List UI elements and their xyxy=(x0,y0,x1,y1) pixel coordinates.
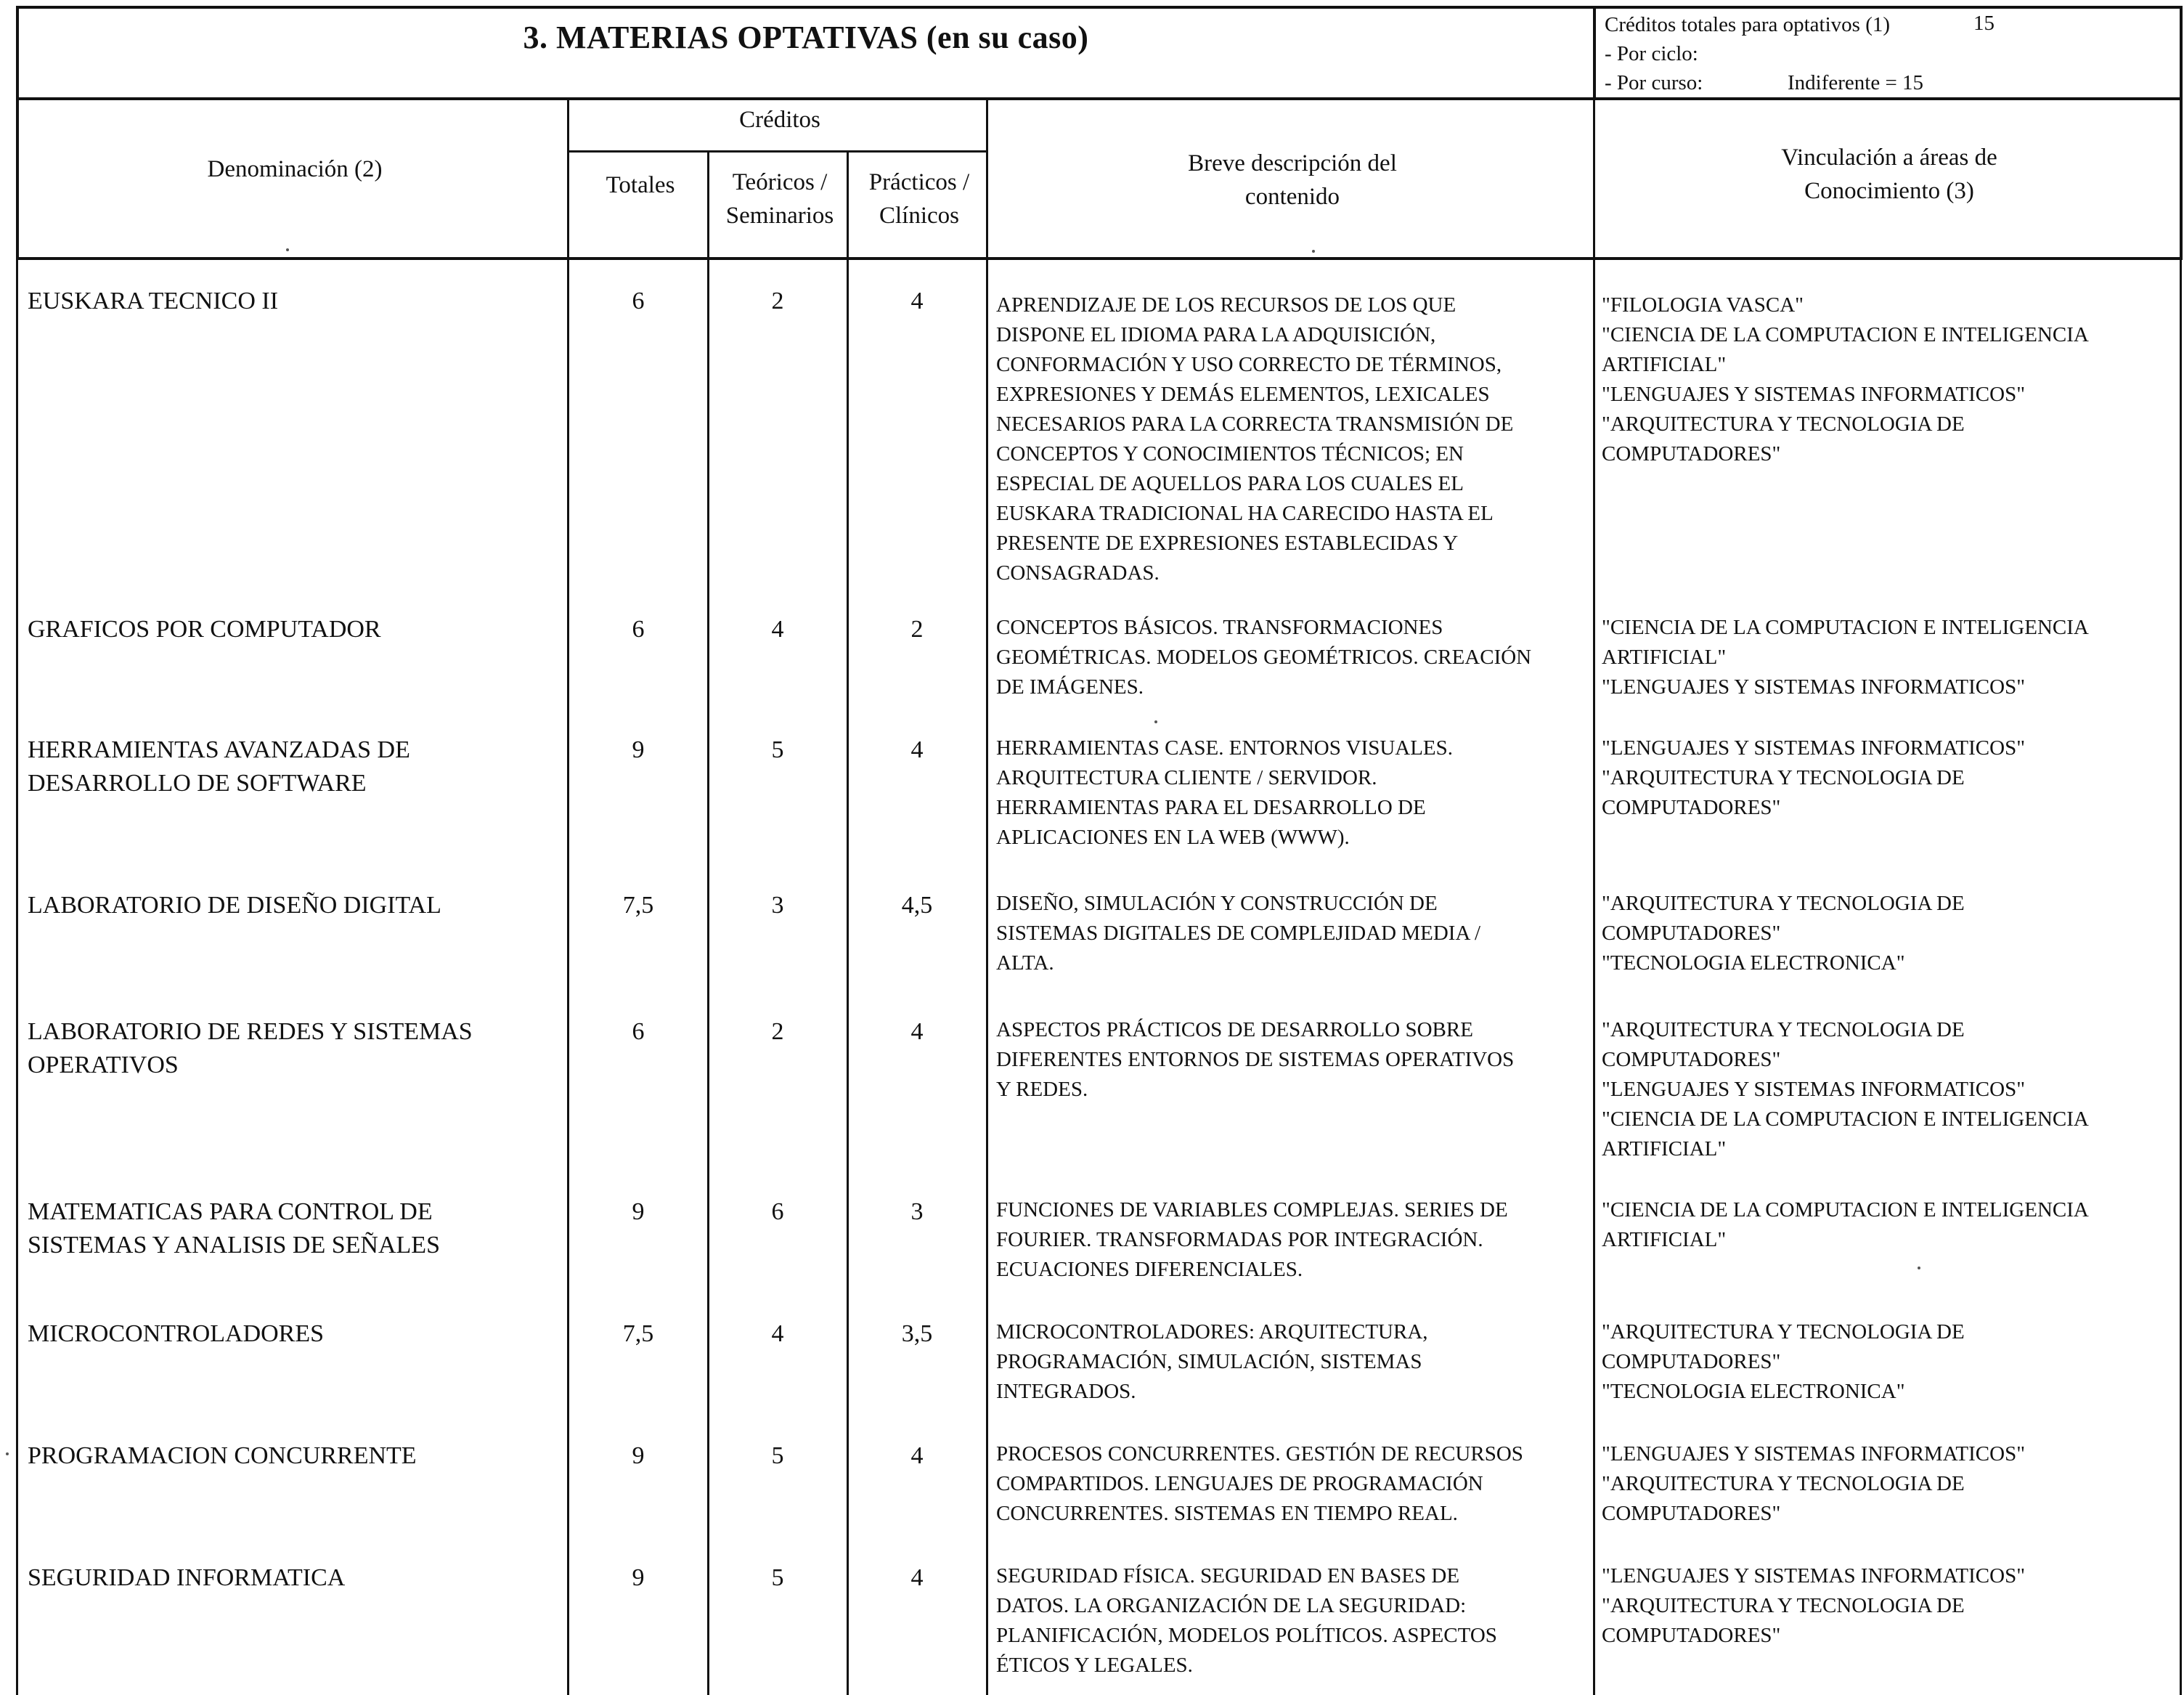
row-practicos: 4 xyxy=(910,1018,924,1045)
desc-line: ESPECIAL DE AQUELLOS PARA LOS CUALES EL xyxy=(996,472,1464,495)
area-line: COMPUTADORES" xyxy=(1602,1350,1781,1373)
por-curso-label: - Por curso: xyxy=(1605,71,1703,94)
desc-line: PRESENTE DE EXPRESIONES ESTABLECIDAS Y xyxy=(996,532,1459,555)
desc-line: MICROCONTROLADORES: ARQUITECTURA, xyxy=(996,1320,1428,1344)
col-descripcion-line1: Breve descripción del xyxy=(1188,150,1397,176)
title-box xyxy=(16,6,1593,100)
area-line: "TECNOLOGIA ELECTRONICA" xyxy=(1602,1380,1905,1403)
rule-v-tot xyxy=(707,150,709,259)
row-teoricos: 3 xyxy=(771,892,784,919)
col-vinculacion xyxy=(1596,141,2183,208)
col-vinculacion-line1: Vinculación a áreas de xyxy=(1781,145,1997,171)
area-line: "LENGUAJES Y SISTEMAS INFORMATICOS" xyxy=(1602,1564,2026,1588)
desc-line: DISEÑO, SIMULACIÓN Y CONSTRUCCIÓN DE xyxy=(996,892,1438,915)
col-totales: Totales xyxy=(606,172,675,198)
area-line: "ARQUITECTURA Y TECNOLOGIA DE xyxy=(1602,766,1965,789)
desc-line: APRENDIZAJE DE LOS RECURSOS DE LOS QUE xyxy=(996,293,1456,317)
desc-line: HERRAMIENTAS PARA EL DESARROLLO DE xyxy=(996,796,1426,819)
row-practicos: 3 xyxy=(910,1198,924,1225)
col-descripcion xyxy=(989,147,1596,214)
desc-line: SISTEMAS DIGITALES DE COMPLEJIDAD MEDIA / xyxy=(996,922,1481,945)
col-denominacion: Denominación (2) xyxy=(207,156,383,182)
desc-line: EUSKARA TRADICIONAL HA CARECIDO HASTA EL xyxy=(996,502,1494,525)
rule-h-creditos xyxy=(567,150,988,153)
area-line: "LENGUAJES Y SISTEMAS INFORMATICOS" xyxy=(1602,1442,2026,1466)
desc-line: GEOMÉTRICAS. MODELOS GEOMÉTRICOS. CREACIÓN xyxy=(996,646,1532,669)
col-teoricos xyxy=(710,166,849,232)
desc-line: INTEGRADOS. xyxy=(996,1380,1136,1403)
table-body xyxy=(0,260,2184,1695)
desc-line: FOURIER. TRANSFORMADAS POR INTEGRACIÓN. xyxy=(996,1228,1483,1251)
desc-line: SEGURIDAD FÍSICA. SEGURIDAD EN BASES DE xyxy=(996,1564,1460,1588)
desc-line: CONFORMACIÓN Y USO CORRECTO DE TÉRMINOS, xyxy=(996,353,1502,376)
rule-v-teo xyxy=(847,150,849,259)
desc-line: DISPONE EL IDIOMA PARA LA ADQUISICIÓN, xyxy=(996,323,1436,346)
rule-v-name xyxy=(567,100,569,259)
area-line: "FILOLOGIA VASCA" xyxy=(1602,293,1804,317)
row-areas xyxy=(1602,290,2175,469)
row-totales: 7,5 xyxy=(622,892,654,919)
scan-speck xyxy=(1312,250,1315,253)
row-description xyxy=(996,290,1583,588)
row-teoricos: 2 xyxy=(771,1018,784,1045)
row-areas xyxy=(1602,1195,2175,1255)
area-line: "CIENCIA DE LA COMPUTACION E INTELIGENCIA xyxy=(1602,323,2089,346)
area-line: ARTIFICIAL" xyxy=(1602,353,1727,376)
row-description xyxy=(996,1195,1583,1285)
desc-line: ÉTICOS Y LEGALES. xyxy=(996,1654,1193,1677)
row-teoricos: 4 xyxy=(771,616,784,643)
area-line: "LENGUAJES Y SISTEMAS INFORMATICOS" xyxy=(1602,675,2026,699)
area-line: ARTIFICIAL" xyxy=(1602,1137,1727,1161)
desc-line: ECUACIONES DIFERENCIALES. xyxy=(996,1258,1303,1281)
desc-line: CONCEPTOS Y CONOCIMIENTOS TÉCNICOS; EN xyxy=(996,442,1464,466)
desc-line: ALTA. xyxy=(996,951,1054,975)
row-areas xyxy=(1602,1561,2175,1651)
scan-speck xyxy=(286,248,289,251)
desc-line: DE IMÁGENES. xyxy=(996,675,1144,699)
row-name-line: PROGRAMACION CONCURRENTE xyxy=(28,1442,417,1469)
desc-line: PROGRAMACIÓN, SIMULACIÓN, SISTEMAS xyxy=(996,1350,1422,1373)
row-areas xyxy=(1602,1439,2175,1529)
col-vinculacion-line2: Conocimiento (3) xyxy=(1804,178,1974,204)
desc-line: APLICACIONES EN LA WEB (WWW). xyxy=(996,826,1350,849)
desc-line: DIFERENTES ENTORNOS DE SISTEMAS OPERATIVOS xyxy=(996,1048,1515,1071)
area-line: COMPUTADORES" xyxy=(1602,1048,1781,1071)
row-totales: 7,5 xyxy=(622,1320,654,1347)
area-line: COMPUTADORES" xyxy=(1602,1502,1781,1525)
desc-line: EXPRESIONES Y DEMÁS ELEMENTOS, LEXICALES xyxy=(996,383,1490,406)
row-description xyxy=(996,613,1583,702)
col-teoricos-line1: Teóricos / xyxy=(732,169,828,195)
area-line: "ARQUITECTURA Y TECNOLOGIA DE xyxy=(1602,1320,1965,1344)
row-name-line: MATEMATICAS PARA CONTROL DE xyxy=(28,1198,433,1225)
desc-line: COMPARTIDOS. LENGUAJES DE PROGRAMACIÓN xyxy=(996,1472,1483,1495)
row-totales: 6 xyxy=(632,616,645,643)
area-line: "TECNOLOGIA ELECTRONICA" xyxy=(1602,951,1905,975)
desc-line: PROCESOS CONCURRENTES. GESTIÓN DE RECURSOS xyxy=(996,1442,1523,1466)
area-line: ARTIFICIAL" xyxy=(1602,1228,1727,1251)
area-line: "ARQUITECTURA Y TECNOLOGIA DE xyxy=(1602,1472,1965,1495)
row-teoricos: 5 xyxy=(771,1564,784,1591)
row-name-line: OPERATIVOS xyxy=(28,1052,179,1078)
row-teoricos: 5 xyxy=(771,736,784,763)
row-areas xyxy=(1602,1015,2175,1164)
row-name xyxy=(28,1561,550,1595)
area-line: "LENGUAJES Y SISTEMAS INFORMATICOS" xyxy=(1602,383,2026,406)
row-name xyxy=(28,1195,550,1262)
area-line: "LENGUAJES Y SISTEMAS INFORMATICOS" xyxy=(1602,736,2026,760)
desc-line: CONCEPTOS BÁSICOS. TRANSFORMACIONES xyxy=(996,616,1443,639)
row-teoricos: 5 xyxy=(771,1442,784,1469)
row-areas xyxy=(1602,889,2175,978)
row-name xyxy=(28,1015,550,1082)
desc-line: CONSAGRADAS. xyxy=(996,561,1160,585)
credits-total-value: 15 xyxy=(1973,12,1994,35)
row-totales: 6 xyxy=(632,1018,645,1045)
desc-line: NECESARIOS PARA LA CORRECTA TRANSMISIÓN DE xyxy=(996,412,1514,436)
row-name xyxy=(28,613,550,646)
desc-line: DATOS. LA ORGANIZACIÓN DE LA SEGURIDAD: xyxy=(996,1594,1467,1617)
row-teoricos: 2 xyxy=(771,288,784,314)
row-name-line: LABORATORIO DE REDES Y SISTEMAS xyxy=(28,1018,473,1045)
row-description xyxy=(996,1317,1583,1407)
row-totales: 9 xyxy=(632,736,645,763)
row-name xyxy=(28,1317,550,1351)
row-name-line: EUSKARA TECNICO II xyxy=(28,288,279,314)
row-name-line: GRAFICOS POR COMPUTADOR xyxy=(28,616,381,643)
column-header xyxy=(16,100,2183,260)
row-totales: 9 xyxy=(632,1198,645,1225)
col-descripcion-line2: contenido xyxy=(1244,184,1340,210)
area-line: "ARQUITECTURA Y TECNOLOGIA DE xyxy=(1602,1018,1965,1041)
row-practicos: 4 xyxy=(910,1564,924,1591)
row-name-line: MICROCONTROLADORES xyxy=(28,1320,325,1347)
area-line: "CIENCIA DE LA COMPUTACION E INTELIGENCIA xyxy=(1602,1198,2089,1222)
row-name-line: LABORATORIO DE DISEÑO DIGITAL xyxy=(28,892,441,919)
row-practicos: 2 xyxy=(910,616,924,643)
row-practicos: 4 xyxy=(910,1442,924,1469)
row-description xyxy=(996,889,1583,978)
area-line: COMPUTADORES" xyxy=(1602,796,1781,819)
col-practicos xyxy=(849,166,989,232)
desc-line: Y REDES. xyxy=(996,1078,1088,1101)
row-description xyxy=(996,733,1583,853)
row-totales: 9 xyxy=(632,1564,645,1591)
row-name xyxy=(28,1439,550,1473)
desc-line: CONCURRENTES. SISTEMAS EN TIEMPO REAL. xyxy=(996,1502,1458,1525)
row-practicos: 4 xyxy=(910,288,924,314)
row-name xyxy=(28,733,550,800)
row-areas xyxy=(1602,613,2175,702)
row-name-line: SEGURIDAD INFORMATICA xyxy=(28,1564,346,1591)
col-practicos-line2: Clínicos xyxy=(879,203,959,229)
rule-v-area xyxy=(1593,100,1595,259)
area-line: COMPUTADORES" xyxy=(1602,1624,1781,1647)
area-line: "ARQUITECTURA Y TECNOLOGIA DE xyxy=(1602,892,1965,915)
area-line: ARTIFICIAL" xyxy=(1602,646,1727,669)
row-name-line: HERRAMIENTAS AVANZADAS DE xyxy=(28,736,410,763)
rule-v-desc xyxy=(986,100,988,259)
row-practicos: 4,5 xyxy=(901,892,933,919)
area-line: "LENGUAJES Y SISTEMAS INFORMATICOS" xyxy=(1602,1078,2026,1101)
area-line: "ARQUITECTURA Y TECNOLOGIA DE xyxy=(1602,1594,1965,1617)
credits-total-label: Créditos totales para optativos (1) xyxy=(1605,13,1891,36)
area-line: "CIENCIA DE LA COMPUTACION E INTELIGENCIA xyxy=(1602,616,2089,639)
row-name xyxy=(28,285,550,318)
desc-line: ARQUITECTURA CLIENTE / SERVIDOR. xyxy=(996,766,1377,789)
row-description xyxy=(996,1439,1583,1529)
row-practicos: 4 xyxy=(910,736,924,763)
row-teoricos: 4 xyxy=(771,1320,784,1347)
credits-summary-box xyxy=(1593,6,2183,100)
area-line: "CIENCIA DE LA COMPUTACION E INTELIGENCIA xyxy=(1602,1107,2089,1131)
row-areas xyxy=(1602,1317,2175,1407)
desc-line: FUNCIONES DE VARIABLES COMPLEJAS. SERIES DE xyxy=(996,1198,1508,1222)
row-name-line: SISTEMAS Y ANALISIS DE SEÑALES xyxy=(28,1232,440,1259)
row-name xyxy=(28,889,550,922)
por-curso-value: Indiferente = 15 xyxy=(1788,71,1924,94)
area-line: COMPUTADORES" xyxy=(1602,922,1781,945)
desc-line: HERRAMIENTAS CASE. ENTORNOS VISUALES. xyxy=(996,736,1454,760)
row-areas xyxy=(1602,733,2175,823)
row-name-line: DESARROLLO DE SOFTWARE xyxy=(28,770,367,797)
col-practicos-line1: Prácticos / xyxy=(868,169,970,195)
col-teoricos-line2: Seminarios xyxy=(725,203,834,229)
area-line: "ARQUITECTURA Y TECNOLOGIA DE xyxy=(1602,412,1965,436)
row-totales: 9 xyxy=(632,1442,645,1469)
area-line: COMPUTADORES" xyxy=(1602,442,1781,466)
desc-line: ASPECTOS PRÁCTICOS DE DESARROLLO SOBRE xyxy=(996,1018,1473,1041)
page-title: 3. MATERIAS OPTATIVAS (en su caso) xyxy=(523,20,1089,55)
row-practicos: 3,5 xyxy=(901,1320,933,1347)
por-ciclo-label: - Por ciclo: xyxy=(1605,42,1698,65)
desc-line: PLANIFICACIÓN, MODELOS POLÍTICOS. ASPECTOS xyxy=(996,1624,1497,1647)
row-description xyxy=(996,1015,1583,1105)
row-teoricos: 6 xyxy=(771,1198,784,1225)
row-description xyxy=(996,1561,1583,1680)
col-creditos: Créditos xyxy=(739,107,820,133)
row-totales: 6 xyxy=(632,288,645,314)
